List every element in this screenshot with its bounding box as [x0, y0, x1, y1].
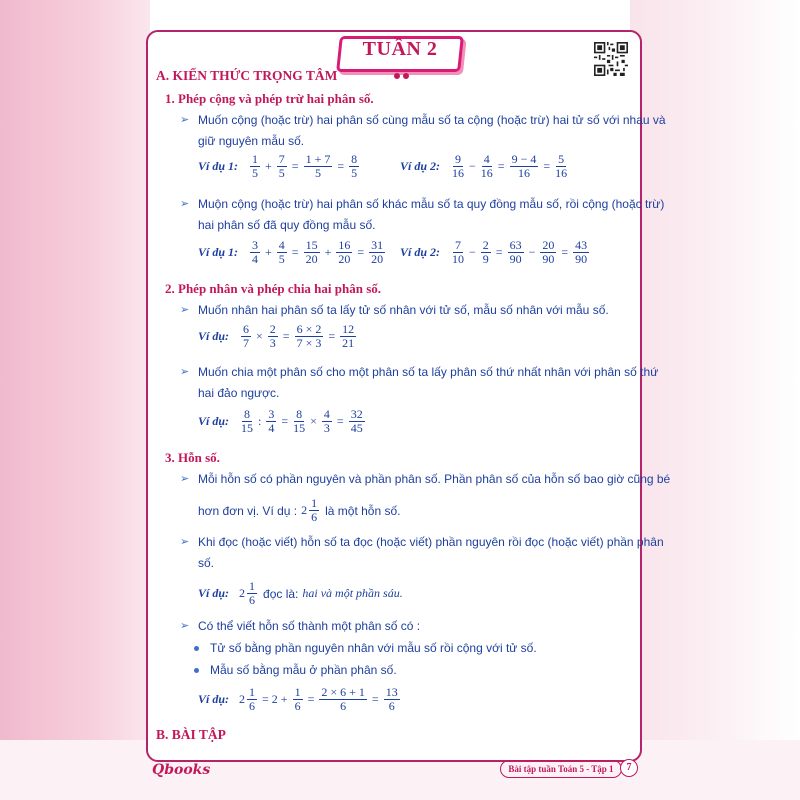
part3-bullet2: Mẫu số bằng mẫu ở phần phân số. [210, 663, 397, 677]
part1-rule1-line1: Muốn cộng (hoặc trừ) hai phân số cùng mẫu số ta cộng (hoặc trừ) hai tử số với nhau và [198, 113, 666, 127]
part3-rule1-line2: hơn đơn vị. Ví dụ : 2 1 6 là một hỗn số. [198, 496, 401, 524]
part2-example1: Ví dụ: $\frac{6}{7}$ × $\frac{2}{3}$ = $\frac{6 \times 2}{7 \times 3}$ = $\frac{12}{21}$ [198, 322, 355, 350]
part2-rule2-line1: Muốn chia một phân số cho một phân số ta lấy phân số thứ nhất nhân với phân số thứ [198, 365, 659, 379]
part1-rule2-line1: Muộn cộng (hoặc trừ) hai phân số khác mẫu số ta quy đồng mẫu số, rồi cộng (hoặc trừ) [198, 197, 665, 211]
part3-example2: Ví dụ: 2 $\frac{1}{6}$ = 2 + $\frac{1}{6}$ = $\frac{2 \times 6 + 1}{6}$ = $\frac{13}{6}$ [198, 685, 398, 713]
part3-example1: Ví dụ: 2 1 6 đọc là: hai và một phần sáu. [198, 579, 403, 607]
example-label: Ví dụ: [198, 586, 230, 600]
arrow-bullet-icon: ➢ [180, 472, 190, 485]
part2-rule1: Muốn nhân hai phân số ta lấy tử số nhân với tử số, mẫu số nhân với mẫu số. [198, 303, 609, 317]
publisher-logo: Qbooks [152, 762, 211, 778]
part1-example2: Ví dụ 2: 9 16 − $\frac{4}{16}$ = $\frac{9 - 4}{16}$ = $\frac{5}{16}$ [400, 152, 568, 180]
example-label: Ví dụ: [198, 329, 230, 343]
example-label: Ví dụ 1: [198, 245, 239, 259]
part1-rule2-line2: hai phân số đã quy đồng mẫu số. [198, 218, 376, 232]
part2-example2: Ví dụ: 8 15 : $\frac{3}{4}$ = $\frac{8}{15}$ × $\frac{4}{3}$ = $\frac{32}{45}$ [198, 407, 363, 435]
part3-example1-text: đọc là: [263, 586, 299, 601]
section-b-title: B. BÀI TẬP [156, 727, 226, 742]
part1-example1: Ví dụ 1: 1 5 + $\frac{7}{5}$ = $\frac{1 + 7}{5}$ = $\frac{8}{5}$ [198, 152, 358, 180]
example-label: Ví dụ: [198, 414, 230, 428]
part1-example3: Ví dụ 1: 3 4 + $\frac{4}{5}$ = $\frac{15}{20}$ + $\frac{16}{20}$ = $\frac{31}{20}$ [198, 238, 384, 266]
background-left [0, 0, 150, 800]
dot-bullet-icon [194, 668, 199, 673]
part3-rule3: Có thể viết hỗn số thành một phân số có : [198, 619, 421, 633]
arrow-bullet-icon: ➢ [180, 197, 190, 210]
part3-rule1-text: hơn đơn vị. Ví dụ : [198, 503, 298, 518]
part3-rule2-line2: số. [198, 556, 215, 570]
part3-rule1-line1: Mỗi hỗn số có phần nguyên và phần phân số. Phần phân số của hỗn số bao giờ cũng bé [198, 472, 671, 486]
arrow-bullet-icon: ➢ [180, 365, 190, 378]
part3-title: 3. Hỗn số. [165, 450, 220, 465]
qr-code-icon [594, 42, 628, 76]
part2-rule2-line2: hai đảo ngược. [198, 386, 280, 400]
page-title: TUẦN 2 [362, 38, 438, 60]
example-label: Ví dụ 2: [400, 245, 441, 259]
page-number: 7 [620, 759, 638, 777]
part1-title: 1. Phép cộng và phép trừ hai phân số. [165, 91, 374, 106]
part3-rule2-line1: Khi đọc (hoặc viết) hỗn số ta đọc (hoặc viết) phần nguyên rồi đọc (hoặc viết) phần phân [198, 535, 664, 549]
part3-example1-read: hai và một phần sáu. [302, 586, 403, 600]
title-dot [394, 73, 400, 79]
part1-rule1-line2: giữ nguyên mẫu số. [198, 134, 305, 148]
dot-bullet-icon [194, 646, 199, 651]
part1-example4: Ví dụ 2: 7 10 − $\frac{2}{9}$ = $\frac{63}{90}$ − $\frac{20}{90}$ = $\frac{43}{90}$ [400, 238, 588, 266]
part2-title: 2. Phép nhân và phép chia hai phân số. [165, 281, 382, 296]
part3-bullet1: Tử số bằng phần nguyên nhân với mẫu số rồi cộng với tử số. [210, 641, 537, 655]
title-dot [403, 73, 409, 79]
book-title-footer: Bài tập tuần Toán 5 - Tập 1 [500, 760, 622, 778]
section-a-title: A. KIẾN THỨC TRỌNG TÂM [156, 68, 338, 83]
arrow-bullet-icon: ➢ [180, 535, 190, 548]
example-label: Ví dụ 2: [400, 159, 441, 173]
arrow-bullet-icon: ➢ [180, 619, 190, 632]
example-label: Ví dụ: [198, 692, 230, 706]
example-label: Ví dụ 1: [198, 159, 239, 173]
arrow-bullet-icon: ➢ [180, 303, 190, 316]
part3-rule1-text2: là một hỗn số. [325, 503, 401, 518]
arrow-bullet-icon: ➢ [180, 113, 190, 126]
